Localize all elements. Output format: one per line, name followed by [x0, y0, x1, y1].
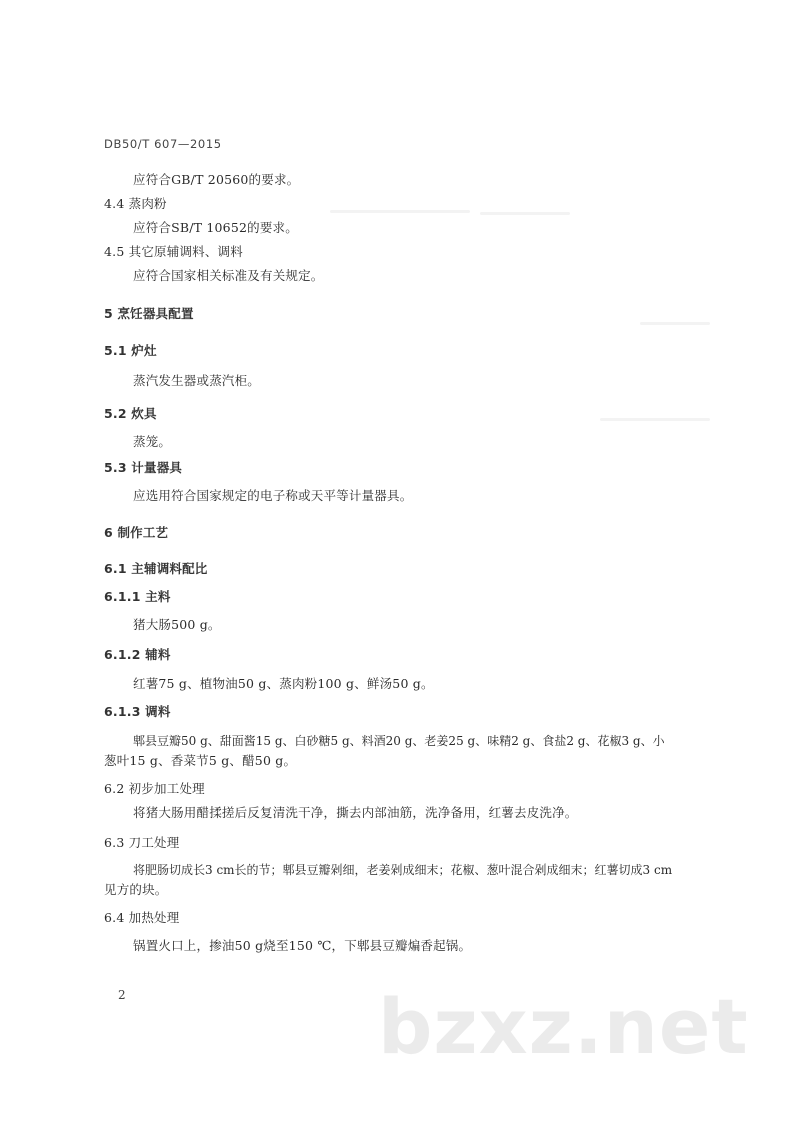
body-text: 红薯75 g、植物油50 g、蒸肉粉100 g、鲜汤50 g。 — [133, 676, 434, 691]
body-text: 应符合SB/T 10652的要求。 — [133, 220, 298, 235]
page-number: 2 — [118, 988, 126, 1002]
watermark: bzxz.net — [378, 982, 749, 1071]
body-text: 蒸汽发生器或蒸汽柜。 — [133, 373, 261, 388]
subsection-heading: 6.1.2 辅料 — [104, 647, 171, 662]
body-text: 见方的块。 — [104, 882, 168, 897]
subsection-heading: 4.4 蒸肉粉 — [104, 196, 167, 211]
bleed-through-mark — [600, 418, 710, 421]
body-text: 应符合GB/T 20560的要求。 — [133, 172, 300, 187]
body-text: 郫县豆瓣50 g、甜面酱15 g、白砂糖5 g、料酒20 g、老姜25 g、味精2 g、食盐2 g、花椒3 g、小 — [133, 734, 665, 748]
subsection-heading: 5.1 炉灶 — [104, 343, 157, 358]
bleed-through-mark — [480, 212, 570, 215]
subsection-heading: 5.3 计量器具 — [104, 460, 183, 475]
bleed-through-mark — [330, 210, 470, 213]
body-text: 锅置火口上，掺油50 g烧至150 ℃，下郫县豆瓣煸香起锅。 — [133, 938, 472, 953]
section-heading: 6 制作工艺 — [104, 525, 169, 540]
body-text: 应选用符合国家规定的电子称或天平等计量器具。 — [133, 488, 413, 503]
section-heading: 5 烹饪器具配置 — [104, 306, 194, 321]
body-text: 葱叶15 g、香菜节5 g、醋50 g。 — [104, 753, 297, 768]
bleed-through-mark — [640, 322, 710, 325]
subsection-heading: 4.5 其它原辅调料、调料 — [104, 244, 243, 259]
body-text: 蒸笼。 — [133, 434, 172, 449]
subsection-heading: 6.1.3 调料 — [104, 704, 171, 719]
subsection-heading: 6.2 初步加工处理 — [104, 781, 205, 796]
subsection-heading: 6.1.1 主料 — [104, 589, 171, 604]
body-text: 将猪大肠用醋揉搓后反复清洗干净，撕去内部油筋，洗净备用，红薯去皮洗净。 — [133, 805, 578, 820]
subsection-heading: 6.4 加热处理 — [104, 910, 180, 925]
body-text: 猪大肠500 g。 — [133, 617, 221, 632]
body-text: 应符合国家相关标准及有关规定。 — [133, 268, 324, 283]
body-text: 将肥肠切成长3 cm长的节；郫县豆瓣剁细，老姜剁成细末；花椒、葱叶混合剁成细末；红薯切成3 cm — [133, 863, 673, 877]
subsection-heading: 6.3 刀工处理 — [104, 835, 180, 850]
subsection-heading: 6.1 主辅调料配比 — [104, 561, 208, 576]
subsection-heading: 5.2 炊具 — [104, 406, 157, 421]
document-code: DB50/T 607—2015 — [104, 137, 222, 151]
